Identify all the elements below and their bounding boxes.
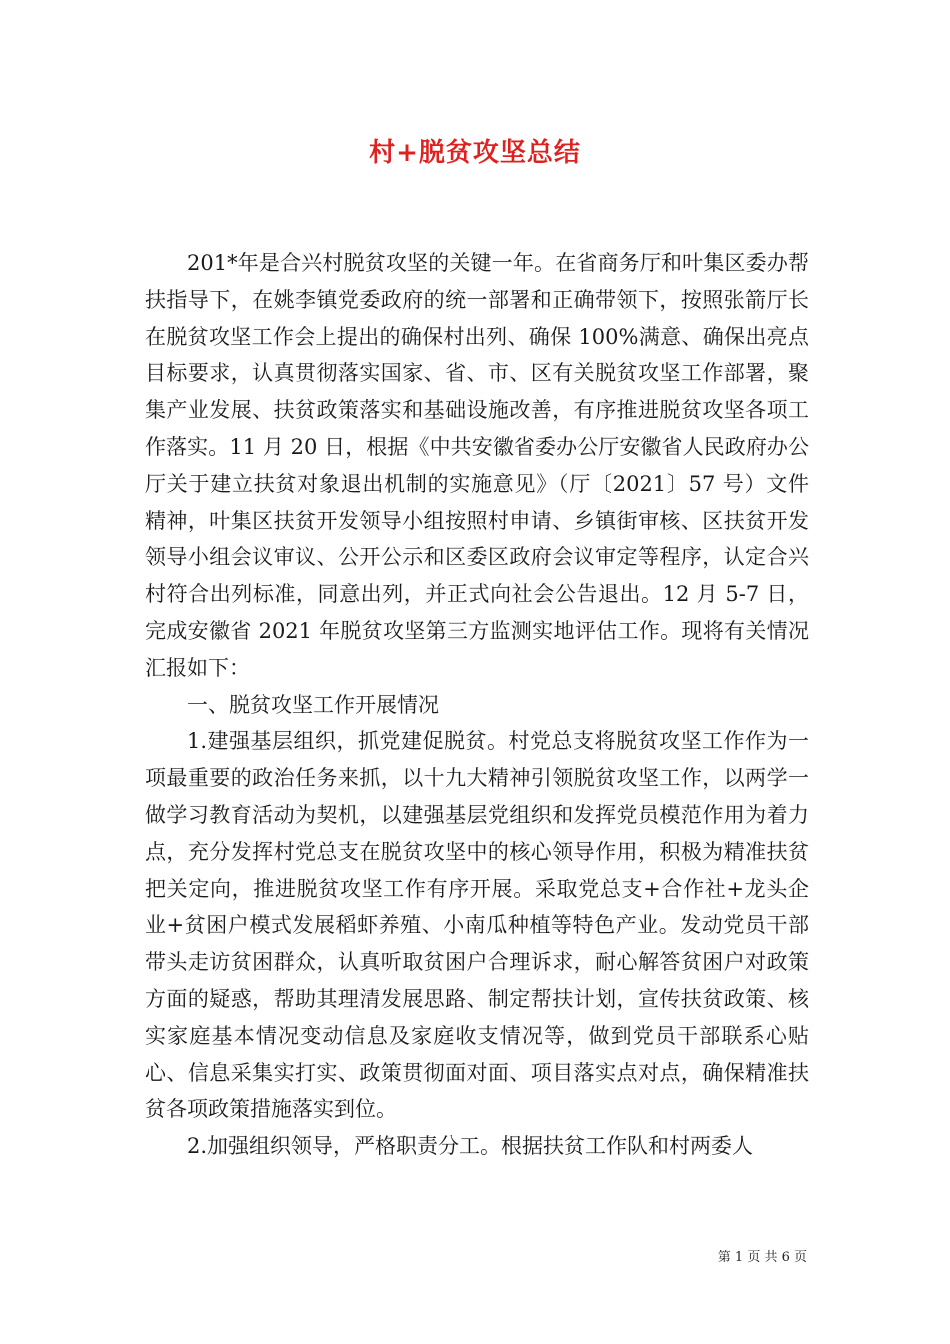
section-heading: 一、脱贫攻坚工作开展情况 <box>187 692 439 717</box>
paragraph-item-2: 2.加强组织领导，严格职责分工。根据扶贫工作队和村两委人 <box>187 1134 754 1159</box>
page-number: 第 1 页 共 6 页 <box>717 1250 807 1265</box>
paragraph-item-1: 1.建强基层组织，抓党建促脱贫。村党总支将脱贫攻坚工作作为一项最重要的政治任务来抓，以十九大精神引领脱贫攻坚工作，以两学一做学习教育活动为契机，以建强基层党组织和发挥党员模范作用为着力点，充分发挥村党总支在脱贫攻坚中的核心领导作用，积极为精准扶贫把关定向，推进脱贫攻坚工作有序开展。采取党总支+合作社+龙头企业+贫困户模式发展稻虾养殖、小南瓜种植等特色产业。发动党员干部带头走访贫困群众，认真听取贫困户合理诉求，耐心解答贫困户对政策方面的疑惑，帮助其理清发展思路、制定帮扶计划，宣传扶贫政策、核实家庭基本情况变动信息及家庭收支情况等，做到党员干部联系心贴心、信息采集实打实、政策贯彻面对面、项目落实点对点，确保精准扶贫各项政策措施落实到位。 <box>145 729 809 1122</box>
document-title: 村+脱贫攻坚总结 <box>369 138 581 168</box>
document-body <box>145 245 809 1165</box>
paragraph-intro: 201*年是合兴村脱贫攻坚的关键一年。在省商务厅和叶集区委办帮扶指导下，在姚李镇党委政府的统一部署和正确带领下，按照张箭厅长在脱贫攻坚工作会上提出的确保村出列、确保 100%满意、确保出亮点目标要求，认真贯彻落实国家、省、市、区有关脱贫攻坚工作部署，聚集产业发展、扶贫政策落实和基础设施改善，有序推进脱贫攻坚各项工作落实。11 月 20 日，根据《中共安徽省委办公厅安徽省人民政府办公厅关于建立扶贫对象退出机制的实施意见》（厅〔2021〕57 号）文件精神，叶集区扶贫开发领导小组按照村申请、乡镇街审核、区扶贫开发领导小组会议审议、公开公示和区委区政府会议审定等程序，认定合兴村符合出列标准，同意出列，并正式向社会公告退出。12 月 5-7 日，完成安徽省 2021 年脱贫攻坚第三方监测实地评估工作。现将有关情况汇报如下： <box>145 251 809 680</box>
